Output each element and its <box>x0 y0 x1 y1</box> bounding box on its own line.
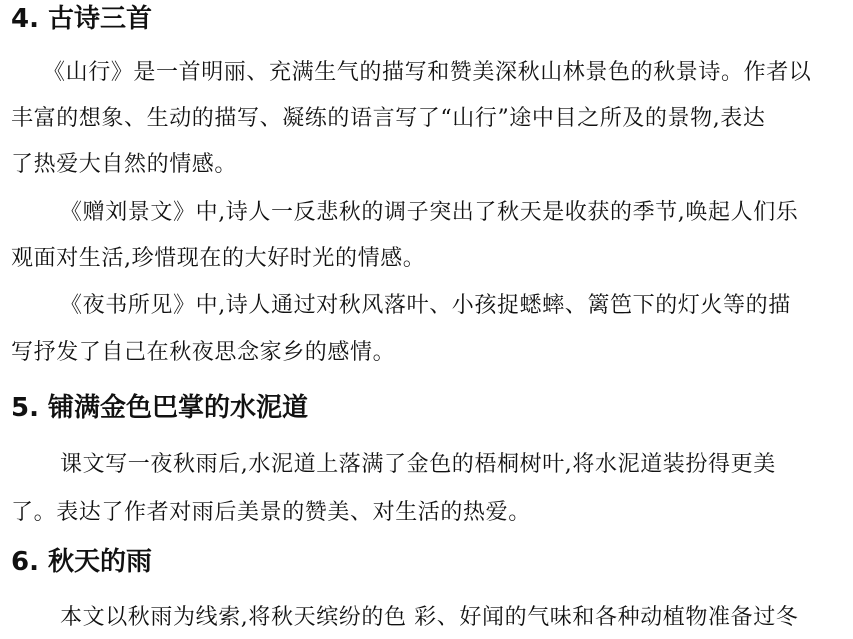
paragraph-line: 了热爱大自然的情感。 <box>11 152 238 177</box>
section-heading-5: 5. 铺满金色巴掌的水泥道 <box>11 393 309 423</box>
paragraph-line: 观面对生活,珍惜现在的大好时光的情感。 <box>11 246 426 271</box>
paragraph-line: 本文以秋雨为线索,将秋天缤纷的色 彩、好闻的气味和各种动植物准备过冬 <box>60 605 799 630</box>
paragraph-line: 丰富的想象、生动的描写、凝练的语言写了“山行”途中目之所及的景物,表达 <box>11 106 766 131</box>
paragraph-line: 《山行》是一首明丽、充满生气的描写和赞美深秋山林景色的秋景诗。作者以 <box>43 60 812 85</box>
paragraph-line: 课文写一夜秋雨后,水泥道上落满了金色的梧桐树叶,将水泥道装扮得更美 <box>60 452 776 477</box>
paragraph-line: 《赠刘景文》中,诗人一反悲秋的调子突出了秋天是收获的季节,唤起人们乐 <box>60 200 799 225</box>
section-heading-6: 6. 秋天的雨 <box>11 547 153 577</box>
paragraph-line: 写抒发了自己在秋夜思念家乡的感情。 <box>11 340 396 365</box>
paragraph-line: 了。表达了作者对雨后美景的赞美、对生活的热爱。 <box>11 500 531 525</box>
section-heading-4: 4. 古诗三首 <box>11 4 153 34</box>
paragraph-line: 《夜书所见》中,诗人通过对秋风落叶、小孩捉蟋蟀、篱笆下的灯火等的描 <box>60 293 791 318</box>
